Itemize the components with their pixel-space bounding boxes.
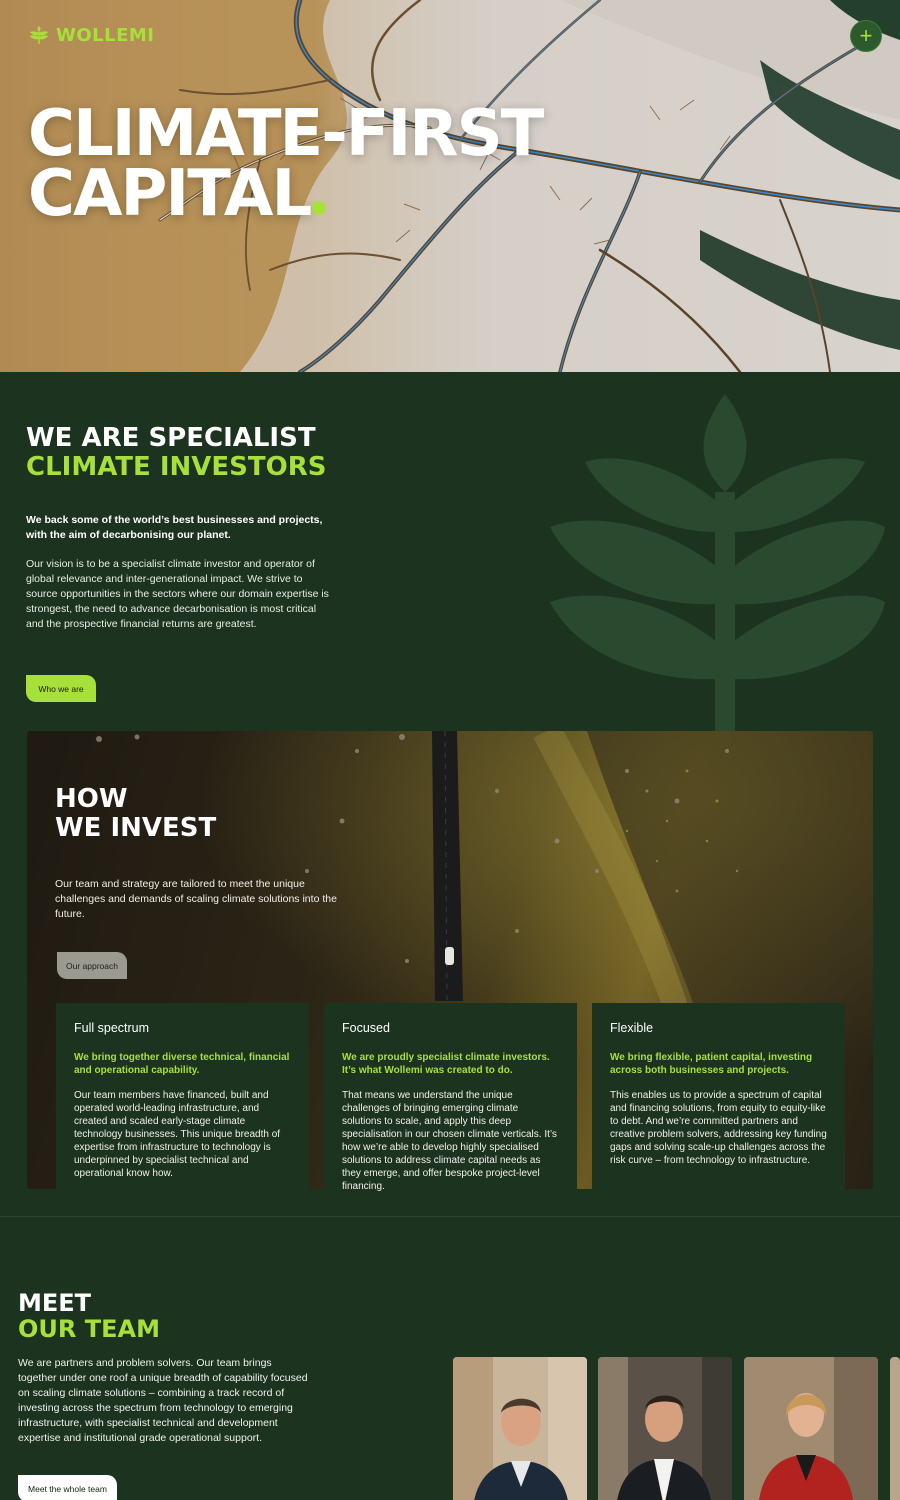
card-focused [324,1003,577,1198]
how-we-invest-heading-line1: HOW [55,784,128,814]
section-divider [0,1216,900,1217]
team-member-photo[interactable] [890,1357,900,1500]
menu-toggle-button[interactable] [850,20,882,52]
wollemi-logo[interactable] [28,24,155,46]
team-member-photo[interactable] [598,1357,732,1500]
card-flexible [592,1003,845,1198]
team-heading-line1: MEET [18,1289,92,1317]
hero-title-line2: CAPITAL [28,157,311,231]
card-lead: We bring flexible, patient capital, investing across both businesses and projects. [610,1052,813,1076]
hero-title-line1: CLIMATE-FIRST [28,97,543,171]
team-member-photo[interactable] [453,1357,587,1500]
our-approach-button[interactable]: Our approach [57,952,127,979]
hero-banner [0,0,900,372]
specialist-lead: We back some of the world’s best businesses and projects, with the aim of decarbonising our planet. [26,514,323,541]
logo-wordmark: WOLLEMI [56,24,155,46]
specialist-body: Our vision is to be a specialist climate investor and operator of global relevance and inter-generational impact. We strive to source opportunities in the sectors where our domain expertise is strongest, the need to advance decarbonisation is most critical and the prospective financial returns are greatest. [26,558,329,630]
card-lead: We are proudly specialist climate investors. It’s what Wollemi was created to do. [342,1052,550,1076]
card-title: Full spectrum [74,1021,150,1035]
card-title: Focused [342,1021,390,1035]
team-heading-line2: OUR TEAM [18,1315,160,1343]
specialist-heading-line1: WE ARE SPECIALIST [26,423,316,453]
accent-dot-icon [312,201,326,215]
card-title: Flexible [610,1021,654,1035]
specialist-heading-line2: CLIMATE INVESTORS [26,452,327,482]
meet-the-team-button[interactable]: Meet the whole team [18,1475,117,1500]
how-we-invest-body: Our team and strategy are tailored to meet the unique challenges and demands of scaling climate solutions into the future. [55,878,337,920]
team-heading [18,1290,160,1342]
leaf-logo-icon [28,24,50,46]
card-lead: We bring together diverse technical, financial and operational capability. [74,1052,290,1076]
leaf-watermark-icon [545,392,890,732]
team-body: We are partners and problem solvers. Our team brings together under one roof a unique breadth of capability focused on scaling climate solutions – combining a track record of investing across the spectrum from technology to emerging infrastructure, with specialist technical and development expertise and institutional grade operational support. [18,1357,308,1444]
who-we-are-button[interactable]: Who we are [26,675,96,702]
car-icon [445,947,454,965]
card-body: That means we understand the unique challenges of bringing emerging climate solutions to scale, and apply this deep specialisation in our chosen climate verticals. It’s how we’re able to develop highly specialised solutions to address climate capital needs as they emerge, and offer bespoke project-level financing. [342,1090,557,1192]
specialist-heading [26,424,326,482]
team-member-photo[interactable] [744,1357,878,1500]
hero-title [28,97,543,231]
how-we-invest-heading-line2: WE INVEST [55,813,217,843]
card-full-spectrum [56,1003,309,1198]
plus-icon: + [859,23,873,48]
card-body: Our team members have financed, built and operated world-leading infrastructure, and created and scaled early-stage climate technology businesses. This unique breadth of expertise from infrastructure to technology is underpinned by specialist technical and operational know how. [74,1090,281,1179]
how-we-invest-heading [55,785,216,843]
card-body: This enables us to provide a spectrum of capital and financing solutions, from equity to equity-like to debt. And we’re committed partners and creative problem solvers, addressing key funding gaps and solving scale-up challenges across the risk curve – from technology to infrastructure. [610,1090,827,1166]
